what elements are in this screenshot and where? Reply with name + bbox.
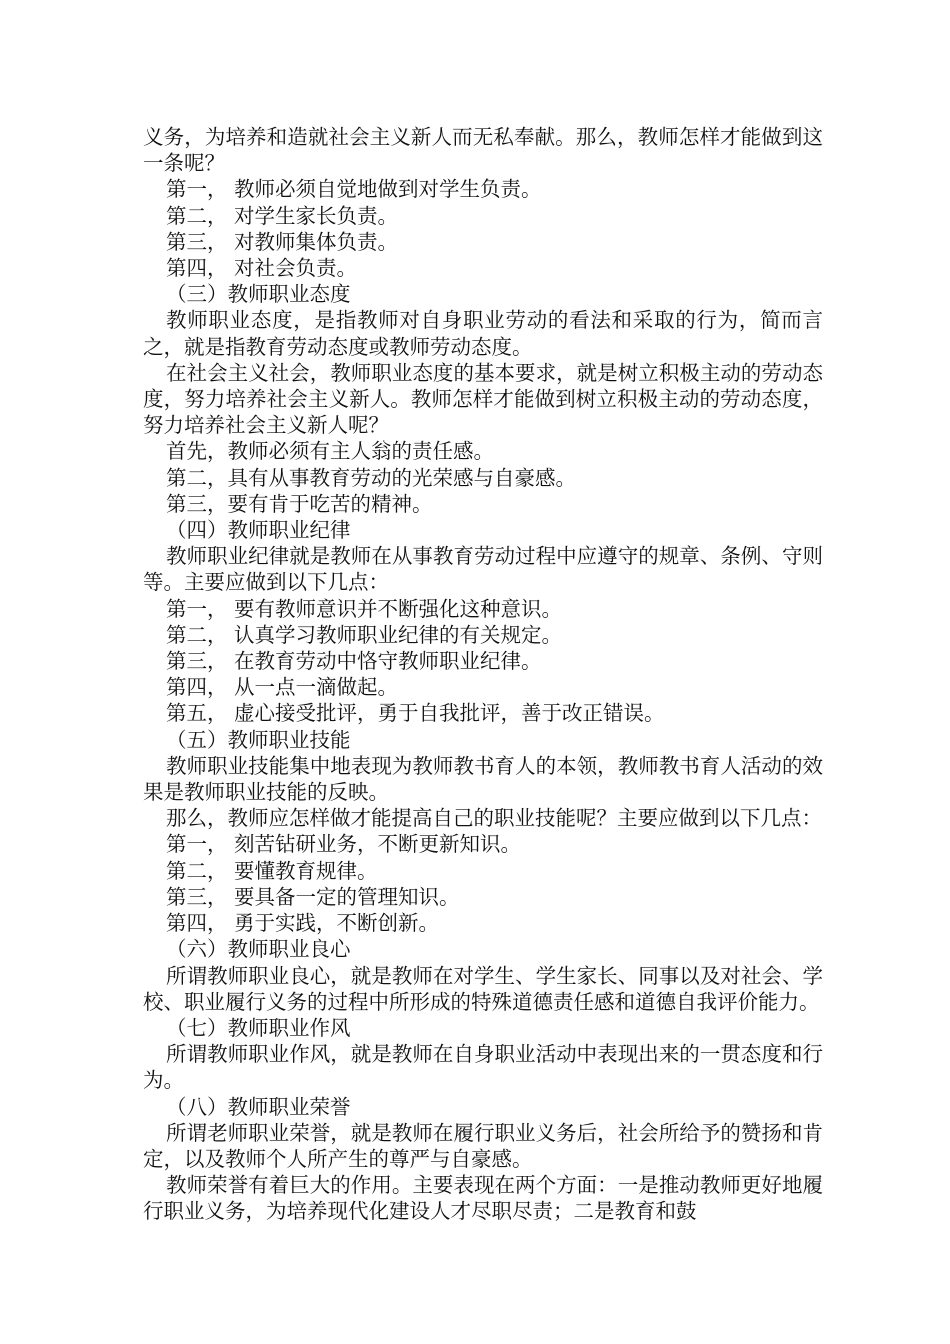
- list-item: 第一， 刻苦钻研业务，不断更新知识。: [166, 832, 522, 857]
- list-item: 第四， 对社会负责。: [166, 256, 358, 281]
- paragraph: 所谓教师职业作风，就是教师在自身职业活动中表现出来的一贯态度和行为。: [143, 1042, 823, 1093]
- paragraph: 所谓教师职业良心，就是教师在对学生、学生家长、同事以及对社会、学校、职业履行义务的过程中所形成的特殊道德责任感和道德自我评价能力。: [143, 963, 823, 1014]
- paragraph: 教师职业技能集中地表现为教师教书育人的本领，教师教书育人活动的效果是教师职业技能的反映。: [143, 753, 823, 805]
- list-item: 第二，具有从事教育劳动的光荣感与自豪感。: [166, 465, 576, 490]
- paragraph: 在社会主义社会，教师职业态度的基本要求，就是树立积极主动的劳动态度，努力培养社会主义新人。教师怎样才能做到树立积极主动的劳动态度，努力培养社会主义新人呢？: [143, 360, 823, 438]
- list-item: 第五， 虚心接受批评，勇于自我批评，善于改正错误。: [166, 701, 665, 726]
- paragraph: 那么，教师应怎样做才能提高自己的职业技能呢？主要应做到以下几点：: [166, 806, 822, 831]
- paragraph: 教师荣誉有着巨大的作用。主要表现在两个方面：一是推动教师更好地履行职业义务，为培养现代化建设人才尽职尽责；二是教育和鼓: [143, 1173, 823, 1224]
- document-body: [143, 124, 823, 1225]
- section-heading: （五）教师职业技能: [166, 727, 351, 752]
- list-item: 第二， 认真学习教师职业纪律的有关规定。: [166, 622, 563, 647]
- list-item: 第三， 要具备一定的管理知识。: [166, 884, 460, 909]
- paragraph: 教师职业纪律就是教师在从事教育劳动过程中应遵守的规章、条例、守则等。主要应做到以下几点：: [143, 544, 823, 595]
- list-item: 第四， 勇于实践，不断创新。: [166, 911, 440, 936]
- paragraph: 义务，为培养和造就社会主义新人而无私奉献。那么，教师怎样才能做到这一条呢？: [143, 125, 823, 176]
- section-heading: （七）教师职业作风: [166, 1015, 351, 1040]
- section-heading: （四）教师职业纪律: [166, 518, 351, 543]
- list-item: 第一， 教师必须自觉地做到对学生负责。: [166, 177, 542, 202]
- list-item: 第三，要有肯于吃苦的精神。: [166, 491, 433, 516]
- list-item: 第二， 对学生家长负责。: [166, 203, 399, 228]
- paragraph: 教师职业态度，是指教师对自身职业劳动的看法和采取的行为，简而言之，就是指教育劳动态度或教师劳动态度。: [143, 308, 823, 359]
- section-heading: （六）教师职业良心: [166, 937, 351, 962]
- list-item: 第一， 要有教师意识并不断强化这种意识。: [166, 596, 563, 621]
- list-item: 第四， 从一点一滴做起。: [166, 675, 399, 700]
- paragraph: 所谓老师职业荣誉，就是教师在履行职业义务后，社会所给予的赞扬和肯定，以及教师个人所产生的尊严与自豪感。: [143, 1120, 823, 1171]
- section-heading: （三）教师职业态度: [166, 282, 351, 307]
- section-heading: （八）教师职业荣誉: [166, 1094, 351, 1119]
- list-item: 首先，教师必须有主人翁的责任感。: [166, 439, 494, 464]
- list-item: 第三， 在教育劳动中恪守教师职业纪律。: [166, 649, 542, 674]
- list-item: 第二， 要懂教育规律。: [166, 858, 378, 883]
- list-item: 第三， 对教师集体负责。: [166, 229, 399, 254]
